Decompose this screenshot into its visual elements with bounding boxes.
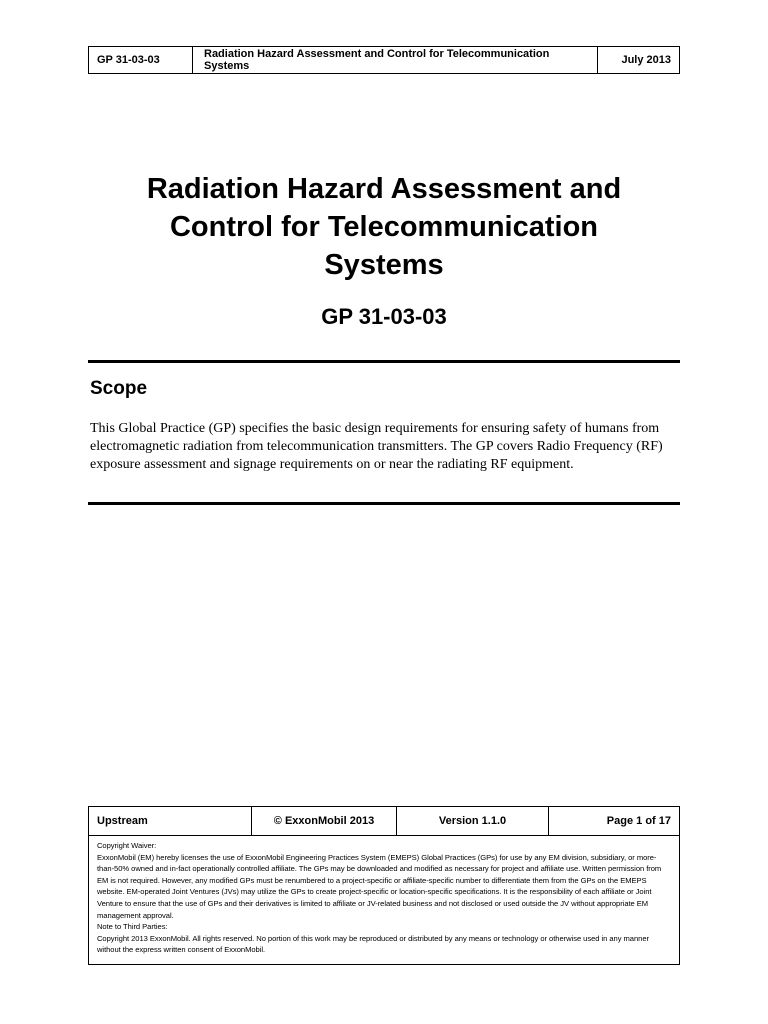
footer-page-number: Page 1 of 17 <box>606 815 671 827</box>
footer-version: Version 1.1.0 <box>397 807 549 835</box>
document-code: GP 31-03-03 <box>321 304 447 329</box>
divider-top <box>88 360 680 363</box>
title-line-1: Radiation Hazard Assessment and <box>146 173 622 205</box>
waiver-text: ExxonMobil (EM) hereby licenses the use of ExxonMobil Engineering Practices System (EMEPS) Global Practices (GPs) for use by any EM division, subsidiary, or more-than-50% owned and in-fact operationally controlled affiliate. The GPs may be downloaded and modified as necessary for project and affiliate use. Written permission from EM is not required. However, any modified GPs must be renumbered to a project-specific or affiliate-specific number to differentiate them from the GPs on the EMEPS website. EM-operated Joint Ventures (JVs) may utilize the GPs to create project-specific or location-specific specifications. It is the responsibility of each affiliate or Joint Venture to ensure that the use of GPs and their derivatives is limited to affiliate or JV-related business and not disclosed or used outside the JV without appropriate EM management approval. <box>97 852 662 920</box>
header-doc-title: Radiation Hazard Assessment and Control for Telecommunication Systems <box>193 47 598 73</box>
divider-bottom <box>88 502 680 505</box>
page-footer <box>88 806 680 965</box>
legal-notice <box>89 836 679 956</box>
title-line-3: Systems <box>324 249 444 281</box>
third-party-heading: Note to Third Parties: <box>97 922 168 932</box>
scope-heading: Scope <box>90 378 148 399</box>
scope-body: This Global Practice (GP) specifies the basic design requirements for ensuring safety of humans from electromagnetic radiation from telecommunication transmitters. The GP covers Radio Frequency (RF) exposure assessment and signage requirements on or near the radiating RF equipment. <box>90 421 663 472</box>
page-header <box>88 46 680 74</box>
footer-copyright: © ExxonMobil 2013 <box>252 807 397 835</box>
title-line-2: Control for Telecommunication <box>169 211 599 243</box>
footer-segment: Upstream <box>89 807 252 835</box>
footer-info-row <box>89 807 679 836</box>
waiver-heading: Copyright Waiver: <box>97 841 157 850</box>
document-title <box>88 170 680 284</box>
third-party-text: Copyright 2013 ExxonMobil. All rights reserved. No portion of this work may be reproduced or distributed by any means or technology or otherwise used in any manner without the express written consent of ExxonMobil. <box>97 933 649 955</box>
header-date: July 2013 <box>621 54 671 66</box>
header-doc-number: GP 31-03-03 <box>89 47 193 73</box>
